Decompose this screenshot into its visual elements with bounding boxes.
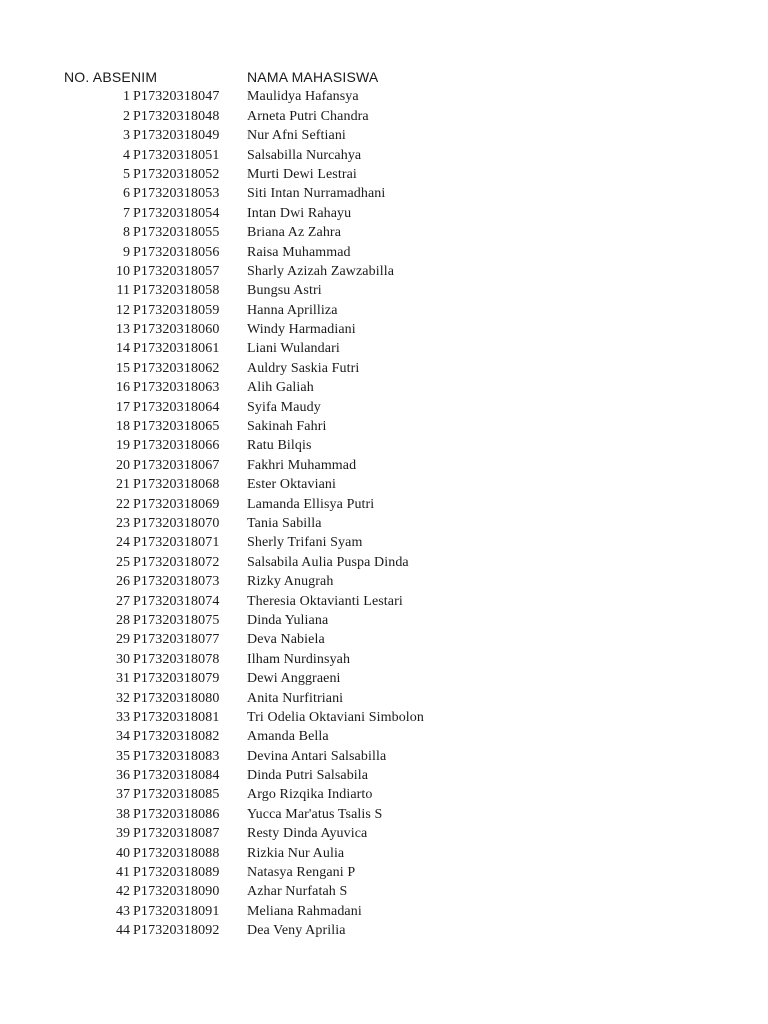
row-number: 5 bbox=[123, 166, 130, 182]
table-row bbox=[0, 882, 768, 901]
row-student-name: Sakinah Fahri bbox=[247, 419, 327, 435]
row-nim: P17320318079 bbox=[133, 671, 220, 687]
table-row bbox=[0, 146, 768, 165]
table-row bbox=[0, 592, 768, 611]
row-nim: P17320318091 bbox=[133, 903, 220, 919]
row-student-name: Salsabila Aulia Puspa Dinda bbox=[247, 554, 409, 570]
row-nim: P17320318082 bbox=[133, 729, 220, 745]
table-row bbox=[0, 824, 768, 843]
row-student-name: Anita Nurfitriani bbox=[247, 690, 344, 706]
table-row bbox=[0, 689, 768, 708]
table-row bbox=[0, 708, 768, 727]
table-row bbox=[0, 126, 768, 145]
row-number: 9 bbox=[123, 244, 130, 260]
row-number: 35 bbox=[116, 748, 130, 764]
table-row bbox=[0, 747, 768, 766]
row-nim: P17320318047 bbox=[133, 89, 220, 105]
student-list-sheet bbox=[0, 68, 768, 941]
row-nim: P17320318058 bbox=[133, 283, 220, 299]
row-nim: P17320318052 bbox=[133, 166, 220, 182]
table-row bbox=[0, 495, 768, 514]
row-number: 18 bbox=[116, 419, 130, 435]
table-row bbox=[0, 398, 768, 417]
row-nim: P17320318090 bbox=[133, 884, 220, 900]
row-nim: P17320318088 bbox=[133, 845, 220, 861]
table-row bbox=[0, 863, 768, 882]
row-number: 30 bbox=[116, 651, 130, 667]
table-row bbox=[0, 184, 768, 203]
table-row bbox=[0, 204, 768, 223]
table-row bbox=[0, 243, 768, 262]
row-number: 42 bbox=[116, 884, 130, 900]
row-student-name: Devina Antari Salsabilla bbox=[247, 748, 387, 764]
row-student-name: Auldry Saskia Futri bbox=[247, 360, 360, 376]
row-number: 26 bbox=[116, 574, 130, 590]
table-row bbox=[0, 262, 768, 281]
row-student-name: Salsabilla Nurcahya bbox=[247, 147, 362, 163]
row-number: 7 bbox=[123, 205, 130, 221]
table-row bbox=[0, 301, 768, 320]
row-nim: P17320318072 bbox=[133, 554, 220, 570]
row-number: 24 bbox=[116, 535, 130, 551]
row-number: 36 bbox=[116, 768, 130, 784]
table-row bbox=[0, 339, 768, 358]
table-row bbox=[0, 514, 768, 533]
row-student-name: Murti Dewi Lestrai bbox=[247, 166, 357, 182]
row-student-name: Azhar Nurfatah S bbox=[247, 884, 348, 900]
row-student-name: Arneta Putri Chandra bbox=[247, 108, 369, 124]
table-row bbox=[0, 417, 768, 436]
row-student-name: Maulidya Hafansya bbox=[247, 89, 359, 105]
row-nim: P17320318060 bbox=[133, 322, 220, 338]
row-student-name: Dea Veny Aprilia bbox=[247, 923, 346, 939]
row-nim: P17320318070 bbox=[133, 515, 220, 531]
row-student-name: Syifa Maudy bbox=[247, 399, 321, 415]
row-nim: P17320318065 bbox=[133, 419, 220, 435]
row-number: 12 bbox=[116, 302, 130, 318]
row-nim: P17320318075 bbox=[133, 612, 220, 628]
table-row bbox=[0, 630, 768, 649]
table-row bbox=[0, 165, 768, 184]
row-student-name: Briana Az Zahra bbox=[247, 225, 342, 241]
row-student-name: Theresia Oktavianti Lestari bbox=[247, 593, 403, 609]
row-nim: P17320318080 bbox=[133, 690, 220, 706]
row-number: 2 bbox=[123, 108, 130, 124]
table-row bbox=[0, 223, 768, 242]
table-row bbox=[0, 533, 768, 552]
row-student-name: Meliana Rahmadani bbox=[247, 903, 362, 919]
row-nim: P17320318081 bbox=[133, 709, 220, 725]
row-number: 3 bbox=[123, 128, 130, 144]
row-student-name: Windy Harmadiani bbox=[247, 322, 356, 338]
row-student-name: Siti Intan Nurramadhani bbox=[247, 186, 386, 202]
row-nim: P17320318074 bbox=[133, 593, 220, 609]
table-row bbox=[0, 436, 768, 455]
row-number: 20 bbox=[116, 457, 130, 473]
header-row bbox=[0, 68, 768, 87]
row-nim: P17320318087 bbox=[133, 826, 220, 842]
row-number: 14 bbox=[116, 341, 130, 357]
row-nim: P17320318073 bbox=[133, 574, 220, 590]
row-number: 13 bbox=[116, 322, 130, 338]
row-student-name: Dewi Anggraeni bbox=[247, 671, 341, 687]
row-number: 10 bbox=[116, 263, 130, 279]
row-nim: P17320318085 bbox=[133, 787, 220, 803]
row-student-name: Bungsu Astri bbox=[247, 283, 322, 299]
table-row bbox=[0, 844, 768, 863]
row-student-name: Amanda Bella bbox=[247, 729, 329, 745]
row-nim: P17320318069 bbox=[133, 496, 220, 512]
table-row bbox=[0, 320, 768, 339]
row-nim: P17320318077 bbox=[133, 632, 220, 648]
row-number: 43 bbox=[116, 903, 130, 919]
table-row bbox=[0, 475, 768, 494]
row-nim: P17320318062 bbox=[133, 360, 220, 376]
header-nama-mahasiswa: NAMA MAHASISWA bbox=[247, 69, 379, 85]
row-number: 27 bbox=[116, 593, 130, 609]
table-row bbox=[0, 87, 768, 106]
row-nim: P17320318056 bbox=[133, 244, 220, 260]
student-rows bbox=[0, 87, 768, 940]
row-number: 44 bbox=[116, 923, 130, 939]
row-number: 25 bbox=[116, 554, 130, 570]
row-number: 17 bbox=[116, 399, 130, 415]
table-row bbox=[0, 572, 768, 591]
row-number: 4 bbox=[123, 147, 130, 163]
row-number: 39 bbox=[116, 826, 130, 842]
row-student-name: Yucca Mar'atus Tsalis S bbox=[247, 806, 383, 822]
table-row bbox=[0, 359, 768, 378]
row-nim: P17320318083 bbox=[133, 748, 220, 764]
row-nim: P17320318078 bbox=[133, 651, 220, 667]
row-nim: P17320318084 bbox=[133, 768, 220, 784]
row-number: 32 bbox=[116, 690, 130, 706]
row-student-name: Resty Dinda Ayuvica bbox=[247, 826, 368, 842]
row-student-name: Alih Galiah bbox=[247, 380, 314, 396]
row-student-name: Tri Odelia Oktaviani Simbolon bbox=[247, 709, 424, 725]
row-student-name: Natasya Rengani P bbox=[247, 865, 356, 881]
table-row bbox=[0, 456, 768, 475]
table-row bbox=[0, 650, 768, 669]
row-number: 34 bbox=[116, 729, 130, 745]
row-number: 16 bbox=[116, 380, 130, 396]
row-student-name: Rizky Anugrah bbox=[247, 574, 334, 590]
row-number: 37 bbox=[116, 787, 130, 803]
table-row bbox=[0, 805, 768, 824]
row-number: 15 bbox=[116, 360, 130, 376]
row-number: 31 bbox=[116, 671, 130, 687]
row-nim: P17320318071 bbox=[133, 535, 220, 551]
table-row bbox=[0, 785, 768, 804]
row-number: 6 bbox=[123, 186, 130, 202]
row-nim: P17320318048 bbox=[133, 108, 220, 124]
row-student-name: Liani Wulandari bbox=[247, 341, 340, 357]
row-nim: P17320318054 bbox=[133, 205, 220, 221]
row-student-name: Ester Oktaviani bbox=[247, 477, 336, 493]
table-row bbox=[0, 611, 768, 630]
row-number: 33 bbox=[116, 709, 130, 725]
table-row bbox=[0, 921, 768, 940]
row-nim: P17320318049 bbox=[133, 128, 220, 144]
row-student-name: Dinda Putri Salsabila bbox=[247, 768, 369, 784]
row-student-name: Ilham Nurdinsyah bbox=[247, 651, 351, 667]
row-number: 19 bbox=[116, 438, 130, 454]
row-nim: P17320318067 bbox=[133, 457, 220, 473]
row-student-name: Nur Afni Seftiani bbox=[247, 128, 346, 144]
row-student-name: Intan Dwi Rahayu bbox=[247, 205, 352, 221]
table-row bbox=[0, 669, 768, 688]
row-nim: P17320318066 bbox=[133, 438, 220, 454]
row-number: 41 bbox=[116, 865, 130, 881]
row-nim: P17320318068 bbox=[133, 477, 220, 493]
row-student-name: Lamanda Ellisya Putri bbox=[247, 496, 375, 512]
row-student-name: Raisa Muhammad bbox=[247, 244, 351, 260]
row-number: 11 bbox=[116, 283, 130, 299]
row-number: 23 bbox=[116, 515, 130, 531]
row-nim: P17320318086 bbox=[133, 806, 220, 822]
row-nim: P17320318089 bbox=[133, 865, 220, 881]
table-row bbox=[0, 766, 768, 785]
row-nim: P17320318064 bbox=[133, 399, 220, 415]
row-student-name: Argo Rizqika Indiarto bbox=[247, 787, 373, 803]
row-nim: P17320318061 bbox=[133, 341, 220, 357]
table-row bbox=[0, 727, 768, 746]
row-student-name: Dinda Yuliana bbox=[247, 612, 329, 628]
row-nim: P17320318063 bbox=[133, 380, 220, 396]
row-student-name: Fakhri Muhammad bbox=[247, 457, 357, 473]
row-student-name: Ratu Bilqis bbox=[247, 438, 312, 454]
row-nim: P17320318051 bbox=[133, 147, 220, 163]
row-nim: P17320318059 bbox=[133, 302, 220, 318]
row-student-name: Sharly Azizah Zawzabilla bbox=[247, 263, 395, 279]
row-student-name: Tania Sabilla bbox=[247, 515, 322, 531]
row-student-name: Hanna Aprilliza bbox=[247, 302, 338, 318]
row-number: 29 bbox=[116, 632, 130, 648]
row-number: 28 bbox=[116, 612, 130, 628]
row-nim: P17320318055 bbox=[133, 225, 220, 241]
table-row bbox=[0, 553, 768, 572]
row-student-name: Rizkia Nur Aulia bbox=[247, 845, 345, 861]
row-number: 22 bbox=[116, 496, 130, 512]
row-student-name: Deva Nabiela bbox=[247, 632, 325, 648]
row-number: 1 bbox=[123, 89, 130, 105]
table-row bbox=[0, 107, 768, 126]
row-nim: P17320318057 bbox=[133, 263, 220, 279]
table-row bbox=[0, 281, 768, 300]
table-row bbox=[0, 902, 768, 921]
table-row bbox=[0, 378, 768, 397]
row-number: 8 bbox=[123, 225, 130, 241]
row-nim: P17320318092 bbox=[133, 923, 220, 939]
row-student-name: Sherly Trifani Syam bbox=[247, 535, 363, 551]
row-number: 40 bbox=[116, 845, 130, 861]
row-number: 38 bbox=[116, 806, 130, 822]
header-no-absen-nim: NO. ABSENIM bbox=[64, 69, 158, 85]
row-number: 21 bbox=[116, 477, 130, 493]
row-nim: P17320318053 bbox=[133, 186, 220, 202]
